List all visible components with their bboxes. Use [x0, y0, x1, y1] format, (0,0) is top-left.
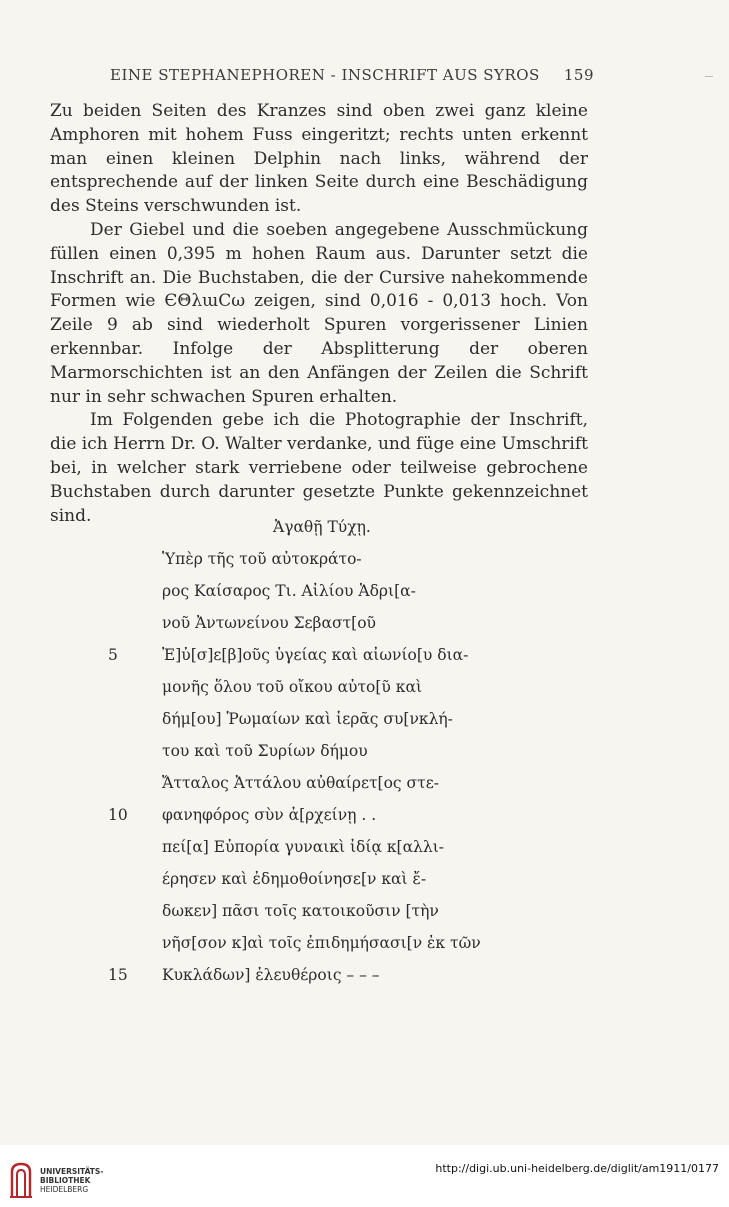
- line-text: νοῦ Ἀντωνείνου Σεβαστ[οῦ: [162, 614, 376, 632]
- line-number: 15: [108, 966, 128, 984]
- inscription-line: [0, 710, 729, 732]
- inscription-line: [0, 550, 729, 572]
- line-text: δήμ[ου] Ῥωμαίων καὶ ἱερᾶς συ[νκλή-: [162, 710, 453, 728]
- institution-name: [40, 1167, 103, 1194]
- line-text: πεί[α] Εὐπορία γυναικὶ ἰδίᾳ κ[αλλι-: [162, 838, 445, 856]
- line-text: φανηφόρος σὺν ἀ[ρχείνῃ . .: [162, 806, 377, 824]
- inscription-line: [0, 966, 729, 988]
- university-seal-icon: [8, 1160, 34, 1200]
- source-url-link[interactable]: http://digi.ub.uni-heidelberg.de/diglit/am1911/0177: [435, 1162, 719, 1175]
- inscription-line: [0, 518, 729, 540]
- line-text: του καὶ τοῦ Συρίων δήμου: [162, 742, 368, 760]
- line-text: νῆσ[σον κ]αὶ τοῖς ἐπιδημήσασι[ν ἐκ τῶν: [162, 934, 481, 952]
- inscription-line: [0, 902, 729, 924]
- institution-line-2: BIBLIOTHEK: [40, 1176, 91, 1185]
- inscription-line: [0, 646, 729, 668]
- viewer-footer: [0, 1145, 729, 1207]
- inscription-line: [0, 934, 729, 956]
- inscription-line: [0, 774, 729, 796]
- margin-mark: [705, 76, 713, 77]
- line-text: Ἀγαθῇ Τύχῃ.: [273, 518, 371, 536]
- institution-line-3: HEIDELBERG: [40, 1185, 89, 1194]
- paragraph-2: Der Giebel und die soeben angegebene Ausschmückung füllen einen 0,395 m hohen Raum aus. Darunter setzt die Inschrift an. Die Buchstaben, die der Cursive nahekommende Formen wie ЄΘλɯϹω zeigen, sind 0,016 - 0,013 hoch. Von Zeile 9 ab sind wiederholt Spuren vorgerissener Linien erkennbar. Infolge der Absplitterung der oberen Marmorschichten ist an den Anfängen der Zeilen die Schrift nur in sehr schwachen Spuren erhalten.: [50, 219, 588, 407]
- inscription-line: [0, 806, 729, 828]
- body-text: [50, 100, 588, 528]
- inscription-line: [0, 742, 729, 764]
- page-number: 159: [563, 66, 594, 84]
- line-text: Ἐ]ὐ[σ]ε[β]οῦς ὑγείας καὶ αἰωνίο[υ δια-: [162, 646, 469, 664]
- line-text: ρος Καίσαρος Τι. Αἰλίου Ἁδρι[α-: [162, 582, 416, 600]
- inscription-line: [0, 614, 729, 636]
- line-text: Ὑπὲρ τῆς τοῦ αὐτοκράτο-: [162, 550, 362, 568]
- line-text: δωκεν] πᾶσι τοῖς κατοικοῦσιν [τὴν: [162, 902, 439, 920]
- line-text: Κυκλάδων] ἐλευθέροις – – –: [162, 966, 380, 984]
- line-text: Ἄτταλος Ἀττάλου αὐθαίρετ[ος στε-: [162, 774, 439, 792]
- line-text: μονῆς ὅλου τοῦ οἴκου αὐτο[ῦ καὶ: [162, 678, 423, 696]
- line-number: 5: [108, 646, 118, 664]
- inscription-line: [0, 582, 729, 604]
- line-number: 10: [108, 806, 128, 824]
- line-text: έρησεν καὶ ἐδημοθοίνησε[ν καὶ ἔ-: [162, 870, 427, 888]
- paragraph-1: Zu beiden Seiten des Kranzes sind oben zwei ganz kleine Amphoren mit hohem Fuss eingeritzt; rechts unten erkennt man einen kleinen Delphin nach links, während der entsprechende auf der linken Seite durch eine Beschädigung des Steins verschwunden ist.: [50, 101, 588, 217]
- inscription-line: [0, 678, 729, 700]
- inscription-line: [0, 870, 729, 892]
- inscription-line: [0, 838, 729, 860]
- running-title: EINE STEPHANEPHOREN - INSCHRIFT AUS SYROS: [110, 66, 540, 84]
- institution-line-1: UNIVERSITÄTS-: [40, 1167, 104, 1176]
- paragraph-3: Im Folgenden gebe ich die Photographie der Inschrift, die ich Herrn Dr. O. Walter verdanke, und füge eine Umschrift bei, in welcher stark verriebene oder teilweise gebrochene Buchstaben durch darunter gesetzte Punkte gekennzeichnet sind.: [50, 410, 588, 526]
